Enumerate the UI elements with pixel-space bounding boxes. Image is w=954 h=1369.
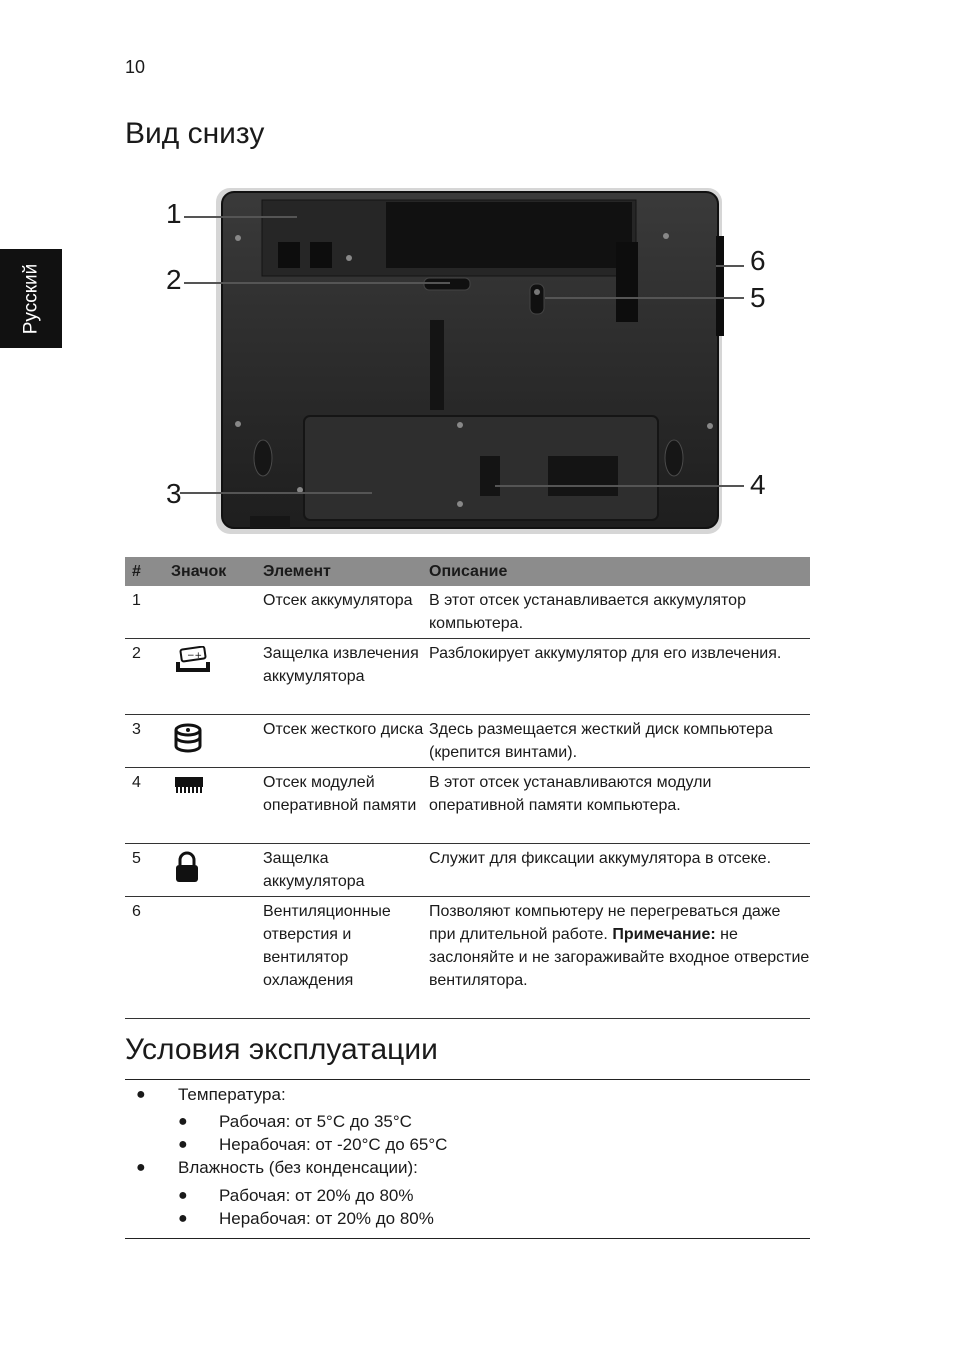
header-description: Описание [429, 562, 508, 580]
sub-list-item [125, 1207, 810, 1230]
language-tab [0, 249, 62, 348]
note-text: не заслоняйте и не загораживайте входное отверстие вентилятора. [429, 926, 810, 989]
language-tab-label: Русский [20, 263, 41, 334]
header-num: # [132, 562, 141, 580]
callout-4: 4 [750, 469, 766, 500]
hard-disk-icon [173, 718, 207, 761]
table-header [125, 557, 810, 586]
row-element: Вентиляционные отверстия и вентилятор охлаждения [263, 903, 391, 989]
memory-module-icon [173, 771, 207, 804]
table-row [125, 768, 810, 844]
callout-3: 3 [166, 478, 182, 509]
bullet-icon: ● [178, 1187, 188, 1204]
row-num: 1 [132, 592, 141, 609]
row-num: 6 [132, 903, 141, 920]
svg-text:−+: −+ [187, 651, 203, 661]
components-table [125, 557, 810, 1019]
callout-2: 2 [166, 264, 182, 295]
section-title: Вид снизу [125, 117, 265, 150]
row-element: Отсек жесткого диска [263, 721, 424, 738]
table-row [125, 639, 810, 715]
bullet-icon: ● [178, 1210, 188, 1227]
row-num: 2 [132, 645, 141, 662]
laptop-bottom-illustration [150, 180, 790, 540]
note-label: Примечание: [612, 926, 716, 943]
conditions-title: Условия эксплуатации [125, 1033, 438, 1066]
row-description: Здесь размещается жесткий диск компьютера (крепится винтами). [429, 721, 773, 761]
row-icon-empty [171, 586, 263, 638]
list-item-label: Влажность (без конденсации): [178, 1158, 418, 1177]
bottom-rule [125, 1238, 810, 1239]
row-num: 4 [132, 774, 141, 791]
header-icon: Значок [171, 562, 227, 580]
sub-list-item-label: Рабочая: от 20% до 80% [219, 1186, 414, 1205]
list-item-label: Температура: [178, 1085, 286, 1104]
top-rule [125, 1079, 810, 1080]
table-row [125, 844, 810, 897]
page-number: 10 [125, 57, 146, 77]
sub-list-item [125, 1184, 810, 1207]
sub-list-item-label: Рабочая: от 5°C до 35°C [219, 1112, 412, 1131]
header-element: Элемент [263, 562, 331, 580]
row-description: В этот отсек устанавливаются модули оперативной памяти компьютера. [429, 774, 712, 814]
callout-1: 1 [166, 198, 182, 229]
row-element: Защелка извлечения аккумулятора [263, 645, 419, 685]
row-description: Служит для фиксации аккумулятора в отсеке. [429, 850, 772, 867]
row-element: Отсек модулей оперативной памяти [263, 774, 417, 814]
row-description: Позволяют компьютеру не перегреваться даже при длительной работе. [429, 903, 781, 943]
list-item [125, 1156, 810, 1179]
row-description: Разблокирует аккумулятор для его извлечения. [429, 645, 782, 662]
row-num: 5 [132, 850, 141, 867]
laptop-bottom-figure [150, 180, 790, 540]
sub-list-item-label: Нерабочая: от -20°C до 65°C [219, 1135, 448, 1154]
table-row [125, 715, 810, 768]
battery-release-icon [173, 642, 213, 683]
bullet-icon: ● [136, 1159, 146, 1176]
bullet-icon: ● [178, 1113, 188, 1130]
conditions-list [125, 1083, 810, 1230]
row-num: 3 [132, 721, 141, 738]
sub-list-item [125, 1133, 810, 1156]
row-element: Защелка аккумулятора [263, 850, 365, 890]
row-icon-empty [171, 897, 263, 1018]
table-row [125, 586, 810, 639]
table-row [125, 897, 810, 1019]
row-description: В этот отсек устанавливается аккумулятор компьютера. [429, 592, 746, 632]
sub-list-item-label: Нерабочая: от 20% до 80% [219, 1209, 434, 1228]
bullet-icon: ● [178, 1136, 188, 1153]
bullet-icon: ● [136, 1086, 146, 1103]
sub-list-item [125, 1110, 810, 1133]
callout-5: 5 [750, 282, 766, 313]
callout-6: 6 [750, 245, 766, 276]
list-item [125, 1083, 810, 1106]
row-element: Отсек аккумулятора [263, 592, 413, 609]
lock-icon [173, 847, 203, 892]
